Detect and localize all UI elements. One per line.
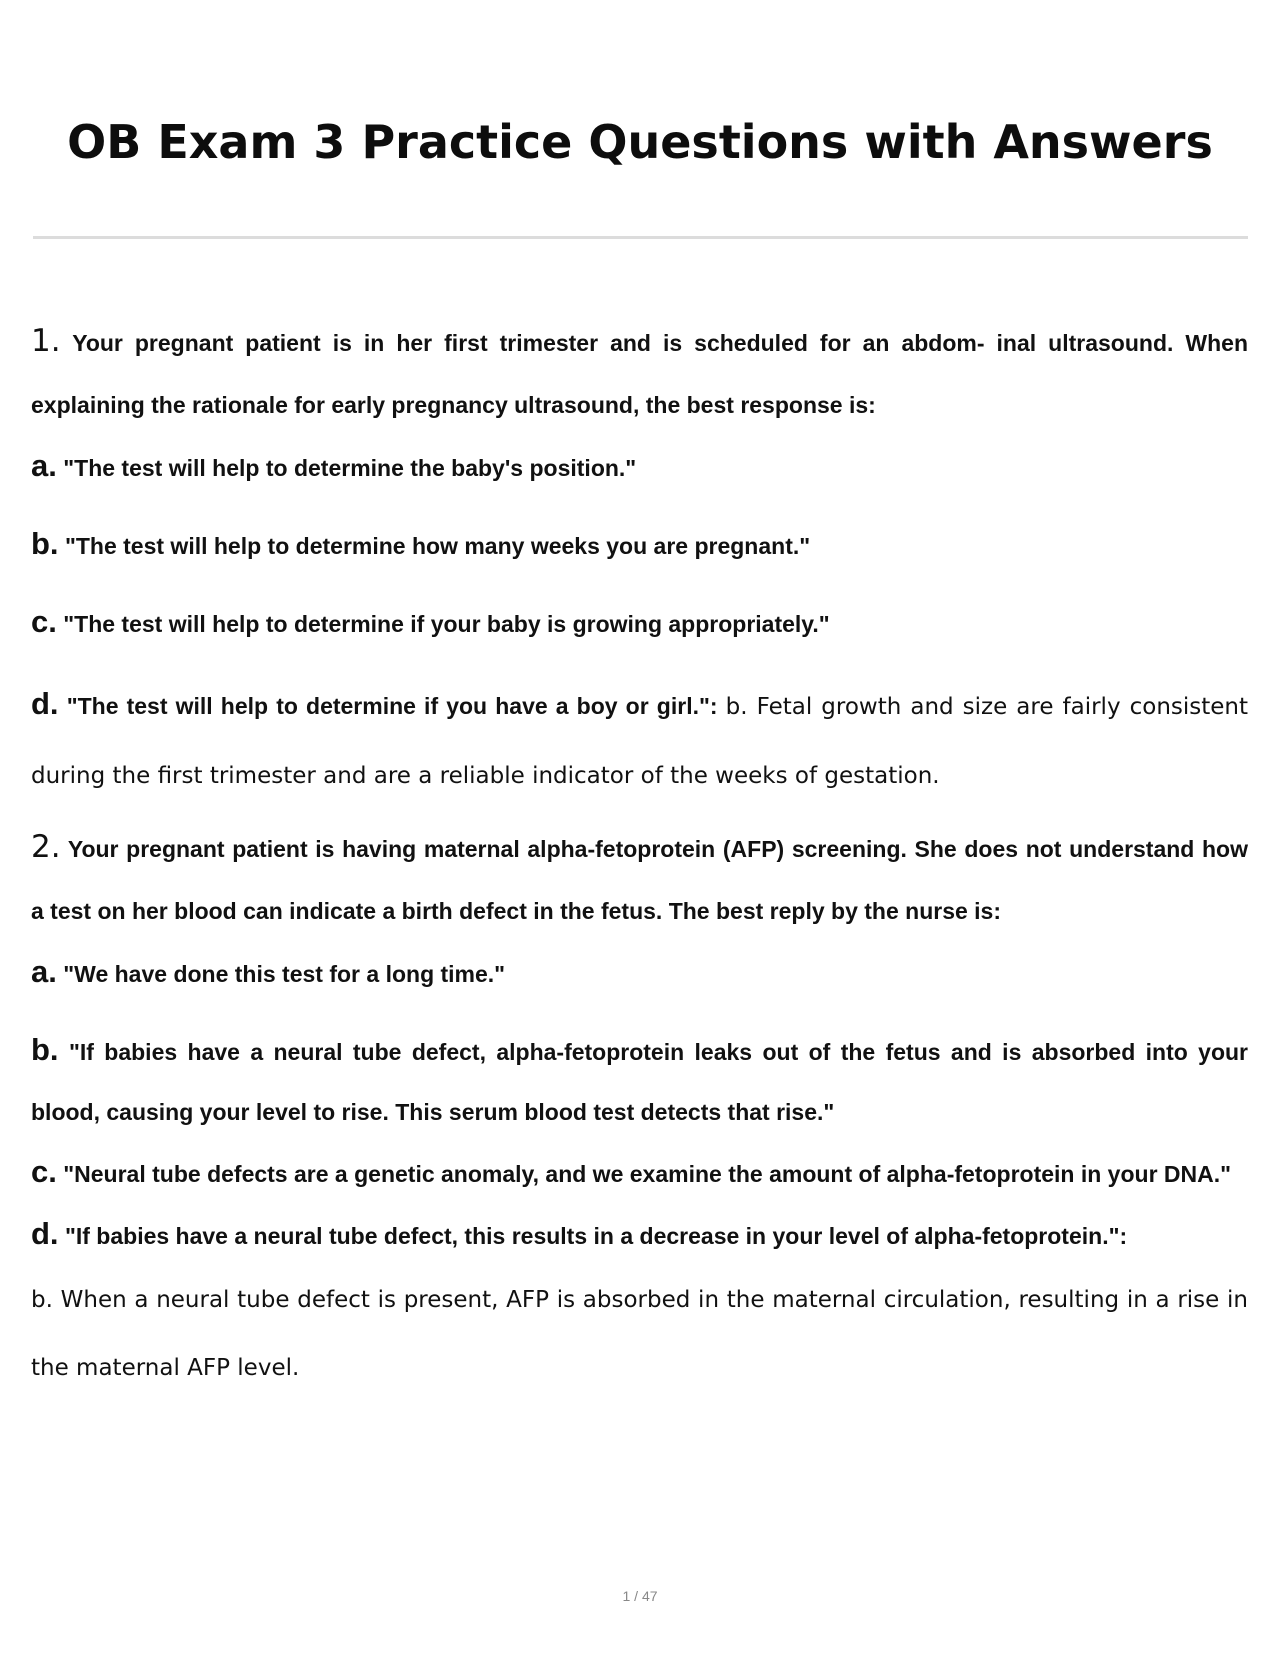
question-number: 2. [31, 829, 61, 865]
option-c [31, 592, 1248, 654]
question-stem [31, 310, 1248, 436]
option-letter: a. [31, 448, 57, 483]
option-letter: a. [31, 954, 57, 989]
document-title: OB Exam 3 Practice Questions with Answers [67, 115, 1213, 169]
option-a [31, 436, 1248, 498]
question-number: 1. [31, 323, 61, 359]
option-text: "If babies have a neural tube defect, this results in a decrease in your level of alpha-fetoprotein.": [64, 1223, 1128, 1249]
option-b [31, 514, 1248, 576]
option-letter: d. [31, 1216, 59, 1251]
option-d [31, 1204, 1248, 1266]
question-text: Your pregnant patient is in her first trimester and is scheduled for an abdom- inal ultrasound. When explaining the rationale for early pregnancy ultrasound, the best response is: [31, 330, 1248, 418]
option-text: "We have done this test for a long time." [63, 961, 506, 987]
option-text: "The test will help to determine how many weeks you are pregnant." [64, 533, 811, 559]
option-c [31, 1142, 1248, 1204]
option-b [31, 1020, 1248, 1142]
question-list [31, 310, 1248, 1402]
option-letter: d. [31, 686, 59, 721]
option-text: "The test will help to determine the baby's position." [63, 455, 637, 481]
option-text: "The test will help to determine if you have a boy or girl.": [66, 693, 718, 719]
question-1 [31, 310, 1248, 810]
answer-rationale: b. Fetal growth and size are fairly consistent during the first trimester and are a reliable indicator of the weeks of gestation. [31, 694, 1249, 789]
option-letter: c. [31, 604, 57, 639]
option-letter: b. [31, 1032, 59, 1067]
option-text: "If babies have a neural tube defect, alpha-fetoprotein leaks out of the fetus and is absorbed into your blood, causing your level to rise. This serum blood test detects that rise." [31, 1039, 1249, 1125]
option-d-with-answer [31, 670, 1248, 810]
title-divider [33, 236, 1248, 239]
option-text: "The test will help to determine if your baby is growing appropriately." [63, 611, 830, 637]
option-text: "Neural tube defects are a genetic anomaly, and we examine the amount of alpha-fetoprotein in your DNA." [63, 1161, 1232, 1187]
question-2 [31, 816, 1248, 1402]
page-number: 1 / 47 [622, 1588, 658, 1604]
option-letter: b. [31, 526, 59, 561]
question-text: Your pregnant patient is having maternal alpha-fetoprotein (AFP) screening. She does not understand how a test on her blood can indicate a birth defect in the fetus. The best reply by the nurse is: [31, 836, 1248, 924]
question-stem [31, 816, 1248, 942]
option-letter: c. [31, 1154, 57, 1189]
answer-rationale: b. When a neural tube defect is present, AFP is absorbed in the maternal circulation, resulting in a rise in the maternal AFP level. [31, 1287, 1248, 1381]
option-a [31, 942, 1248, 1004]
